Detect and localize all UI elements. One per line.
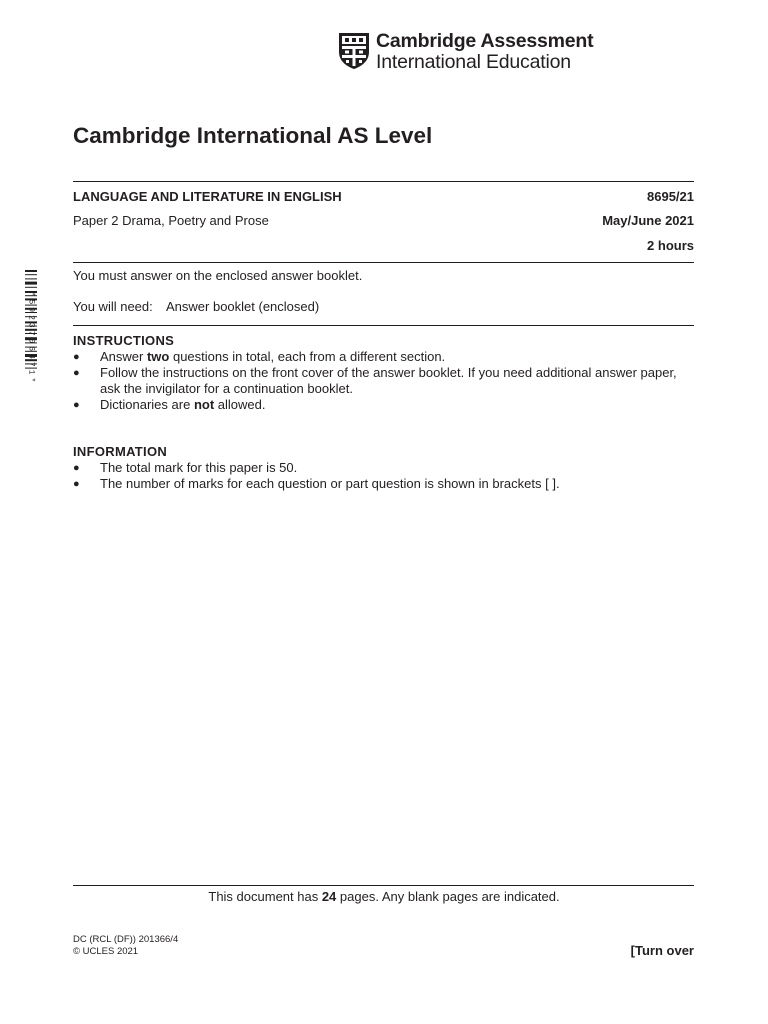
- bullet-icon: ●: [73, 399, 80, 411]
- logo-line-1: Cambridge Assessment: [376, 30, 594, 52]
- header-rule-bottom: [73, 262, 694, 263]
- instructions-heading: INSTRUCTIONS: [73, 333, 175, 348]
- bullet-icon: ●: [73, 351, 80, 363]
- paper-code: 8695/21: [647, 189, 694, 204]
- turn-over-label: [Turn over: [630, 943, 694, 958]
- copyright-notice: © UCLES 2021: [73, 946, 139, 957]
- instruction-item: Follow the instructions on the front cover of the answer booklet. If you need additional answer paper,: [100, 365, 677, 380]
- preamble-rule: [73, 325, 694, 326]
- qualification-title: Cambridge International AS Level: [73, 123, 433, 148]
- bullet-icon: ●: [73, 478, 80, 490]
- footer-rule: [73, 885, 694, 886]
- cambridge-logo: [338, 30, 594, 73]
- paper-name: Paper 2 Drama, Poetry and Prose: [73, 213, 269, 228]
- instruction-item-continuation: ask the invigilator for a continuation booklet.: [100, 381, 353, 396]
- page-count-note: This document has 24 pages. Any blank pages are indicated.: [208, 889, 560, 904]
- exam-duration: 2 hours: [647, 238, 694, 253]
- instruction-item: Dictionaries are not allowed.: [100, 397, 266, 412]
- candidate-barcode: [25, 270, 37, 412]
- bullet-icon: ●: [73, 367, 80, 379]
- instruction-item: Answer two questions in total, each from a different section.: [100, 349, 446, 364]
- information-heading: INFORMATION: [73, 444, 168, 459]
- header-rule-top: [73, 181, 694, 182]
- barcode-number: *5923706471*: [26, 291, 36, 386]
- you-will-need-label: You will need:: [73, 299, 153, 314]
- you-will-need-value: Answer booklet (enclosed): [166, 299, 320, 314]
- answer-instruction: You must answer on the enclosed answer booklet.: [73, 268, 363, 283]
- information-item: The total mark for this paper is 50.: [100, 460, 298, 475]
- document-reference: DC (RCL (DF)) 201366/4: [73, 934, 179, 945]
- exam-session: May/June 2021: [602, 213, 694, 228]
- information-item: The number of marks for each question or part question is shown in brackets [ ].: [100, 476, 560, 491]
- cambridge-crest-icon: [338, 32, 370, 70]
- bullet-icon: ●: [73, 462, 80, 474]
- logo-line-2: International Education: [376, 51, 571, 73]
- subject-title: LANGUAGE AND LITERATURE IN ENGLISH: [73, 189, 342, 204]
